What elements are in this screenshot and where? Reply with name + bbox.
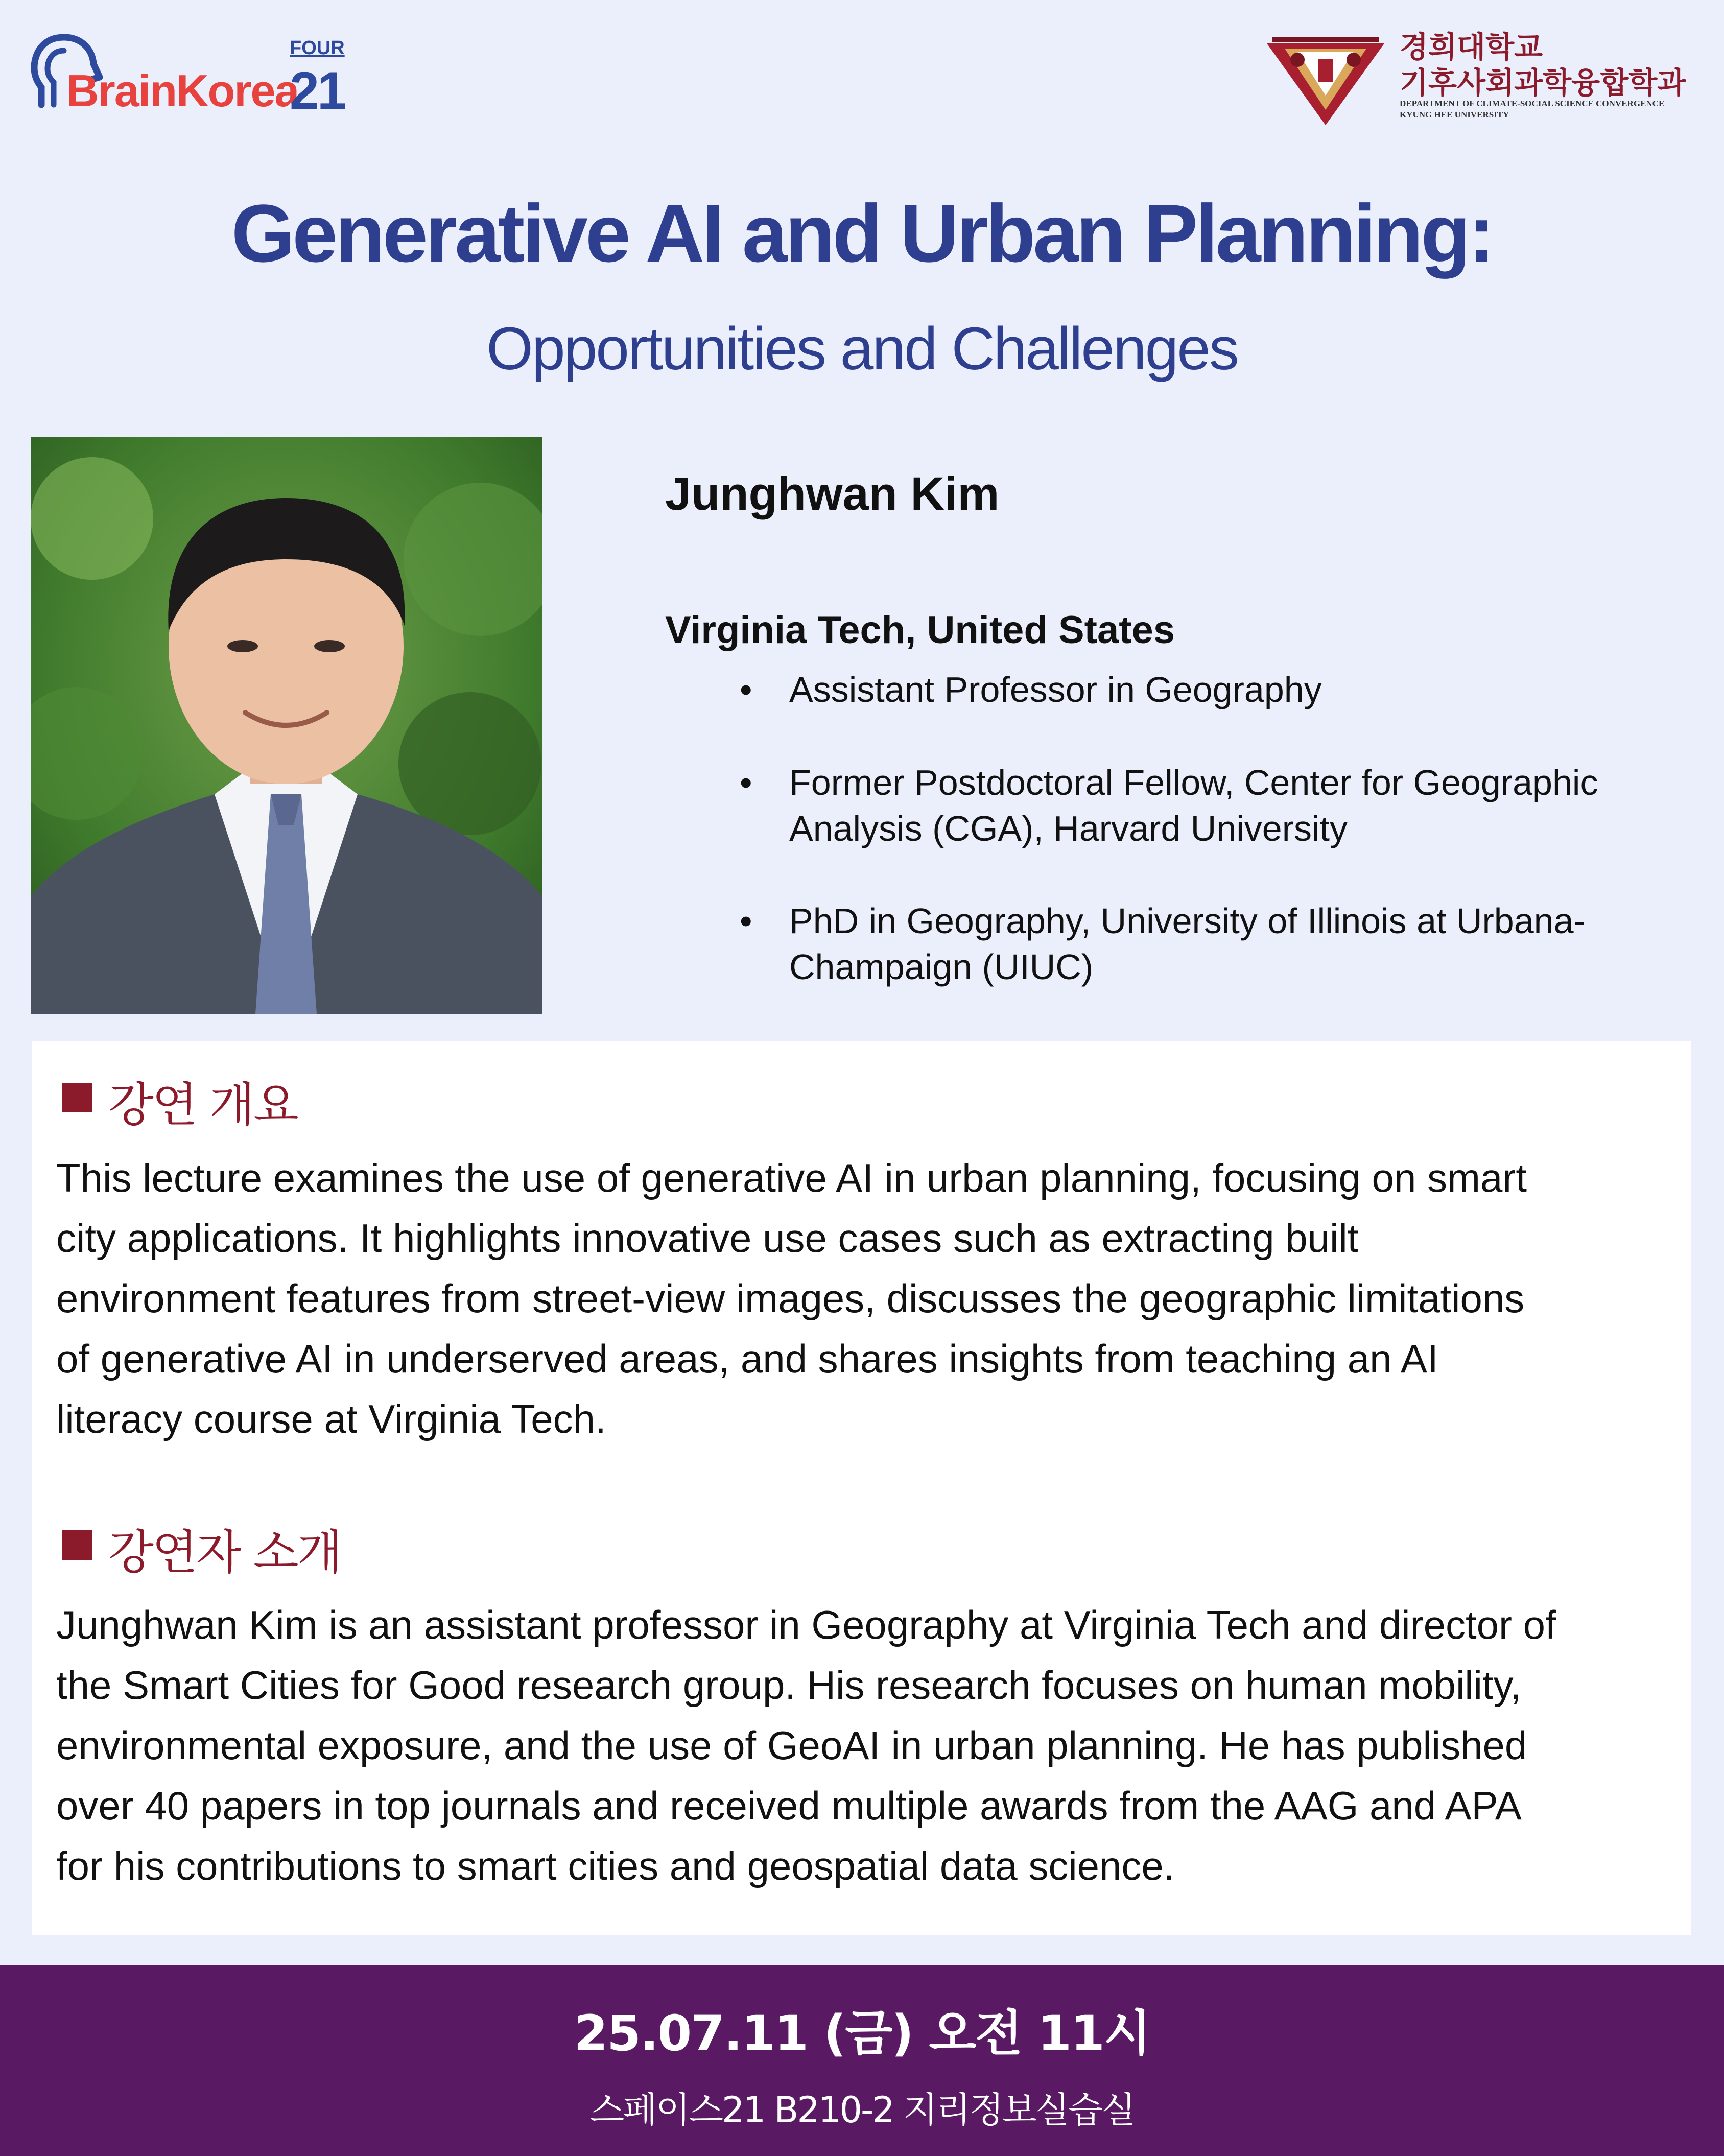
- section-heading-overview: 강연 개요: [108, 1078, 297, 1132]
- university-name-ko: 경희대학교: [1400, 30, 1543, 64]
- section-marker-icon: [62, 1083, 92, 1112]
- credential-line: PhD in Geography, University of Illinois at Urbana-: [789, 901, 1586, 941]
- section-marker-icon: [62, 1530, 92, 1560]
- page-subtitle: Opportunities and Challenges: [486, 315, 1238, 383]
- university-seal-icon: [1262, 28, 1389, 130]
- page-title: Generative AI and Urban Planning:: [231, 187, 1493, 279]
- brainkorea-four: FOUR: [290, 37, 345, 59]
- speaker-affiliation: Virginia Tech, United States: [665, 608, 1175, 652]
- credential-line: Assistant Professor in Geography: [789, 670, 1322, 709]
- overview-line: literacy course at Virginia Tech.: [56, 1396, 606, 1441]
- bullet-marker: •: [740, 901, 752, 941]
- content-card: [32, 1041, 1691, 1935]
- university-logo: [1262, 23, 1701, 125]
- credential-line: Former Postdoctoral Fellow, Center for Geographic: [789, 763, 1598, 802]
- bullet-marker: •: [740, 763, 752, 802]
- bio-line: environmental exposure, and the use of GeoAI in urban planning. He has published: [56, 1723, 1527, 1768]
- department-name-ko: 기후사회과학융합학과: [1400, 65, 1686, 100]
- speaker-portrait: [31, 437, 542, 1014]
- event-location: 스페이스21 B210-2 지리정보실습실: [589, 2089, 1135, 2131]
- section-heading-bio: 강연자 소개: [108, 1525, 341, 1580]
- credential-line: Champaign (UIUC): [789, 947, 1094, 987]
- bio-line: Junghwan Kim is an assistant professor in Geography at Virginia Tech and director of: [56, 1602, 1556, 1647]
- bullet-marker: •: [740, 670, 752, 709]
- brainkorea-21: 21: [290, 61, 345, 121]
- overview-line: city applications. It highlights innovative use cases such as extracting built: [56, 1216, 1359, 1261]
- overview-line: This lecture examines the use of generative AI in urban planning, focusing on smart: [56, 1155, 1527, 1200]
- event-datetime: 25.07.11 (금) 오전 11시: [574, 2005, 1150, 2062]
- overview-line: environment features from street-view images, discusses the geographic limitations: [56, 1276, 1525, 1321]
- brainkorea-logo: [28, 28, 355, 121]
- bio-line: the Smart Cities for Good research group. His research focuses on human mobility,: [56, 1663, 1522, 1708]
- speaker-name: Junghwan Kim: [665, 468, 1000, 520]
- brainkorea-text: BrainKorea: [66, 65, 299, 116]
- credential-line: Analysis (CGA), Harvard University: [789, 809, 1348, 848]
- university-name-en: KYUNG HEE UNIVERSITY: [1400, 110, 1509, 120]
- bio-line: for his contributions to smart cities and geospatial data science.: [56, 1843, 1175, 1888]
- department-name-en: DEPARTMENT OF CLIMATE-SOCIAL SCIENCE CONVERGENCE: [1400, 99, 1665, 108]
- bio-line: over 40 papers in top journals and received multiple awards from the AAG and APA: [56, 1783, 1522, 1828]
- overview-line: of generative AI in underserved areas, and shares insights from teaching an AI: [56, 1336, 1438, 1381]
